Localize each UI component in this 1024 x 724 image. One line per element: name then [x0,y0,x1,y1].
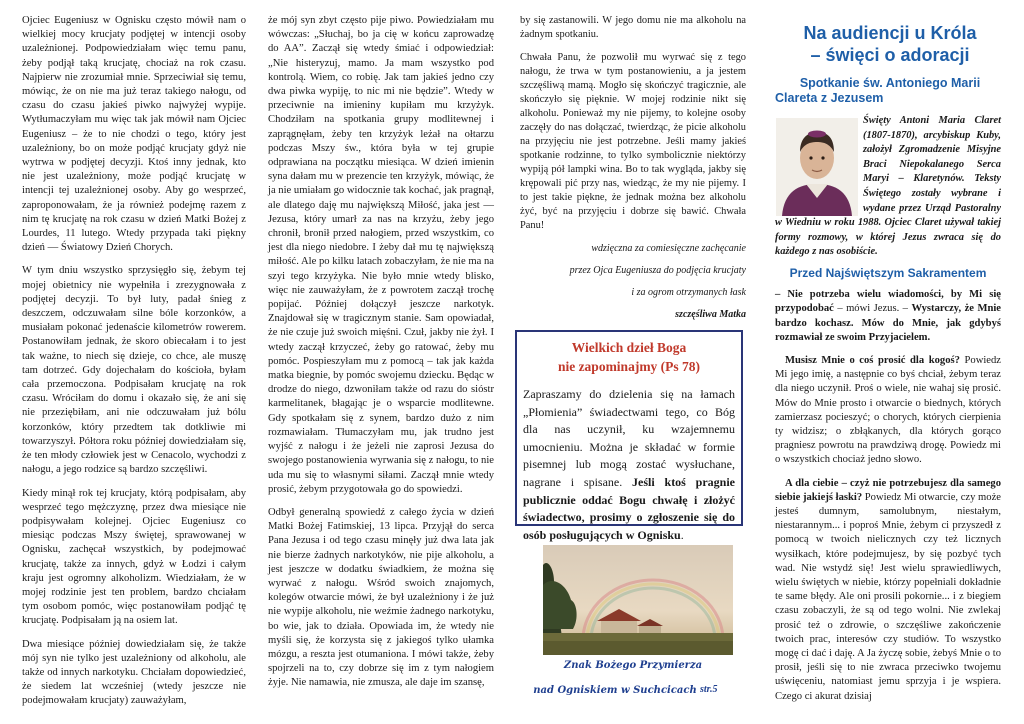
column-4 [775,114,1001,713]
box-body-end: . [680,527,684,542]
column-1 [22,14,246,718]
col4-p2-text: Powiedz Mi jego imię, a następnie co byś chciał, żebym teraz dla niego uczynił. Proś o wiele, nie wahaj się prosić. Mów do Mnie prosto i otwarcie o biednych, których zamierzasz pocieszyć; o chorych, których cierpienia ty widzisz; o zbłąkanych, dla których gorąco pragniesz powrotu na prawdziwą drogę. Powiedz mi o wszystkich chociaż jedno słowo. [775,354,1001,466]
col4-p1-bold: – Nie potrzeba wielu wiadomości, by Mi się przypodobać [775,289,1001,315]
col1-paragraph-4: Dwa miesiące później dowiedziałam się, że także mój syn nie tylko jest uzależniony od alkoholu, ale także od innych narkotyku. Chciałam dopowiedzieć, że siedem lat wcześniej (wtedy jeszcze nie podejmowałam krucjaty) zauważyłam, [22,638,246,707]
col4-p2-bold: Musisz Mnie o coś prosić dla kogoś? [785,354,960,366]
article-title-line-2: – święci o adoracji [810,45,970,65]
signature-line-1: wdzięczna za comiesięczne zachęcanie [591,243,746,254]
saint-biography [775,114,1001,260]
invitation-box [515,330,743,542]
rainbow-photo [543,545,733,655]
column-3 [520,14,746,330]
photo-caption-line-1: Znak Bożego Przymierza [563,660,703,671]
col4-p1-mid: – mówi Jezus. – [833,303,912,315]
box-body [523,386,735,544]
page-number: str.5 [700,684,718,695]
saint-biography-text: Święty Antoni Maria Claret (1807-1870), arcybiskup Kuby, założył Zgromadzenie Misyjne Braci Niepokalanego Serca Maryi – Klaretynów. Teksty Świętego zostały wybrane i wydane przez Urząd Pastoralny w Wiedniu w roku 1988. Ojciec Claret używał takiej formy rozmowy, w której Jezus zwraca się do każdego z nas osobiście. [775,115,1001,258]
col3-paragraph-1: by się zastanowili. W jego domu nie ma alkoholu na żadnym spotkaniu. [520,15,746,40]
column-2 [268,14,494,700]
photo-caption-line-2: nad Ogniskiem w Suchcicach [533,685,697,696]
article-title-line-1: Na audiencji u Króla [803,23,977,43]
col4-paragraph-2 [775,354,1001,468]
article-subtitle-line-1: Spotkanie św. Antoniego Marii [799,76,981,90]
col2-paragraph-2: Odbył generalną spowiedź z całego życia w dzień Matki Bożej Fatimskiej, 13 lipca. Przyjął do serca Pana Jezusa i od tego czasu minęły już dwa lata jak nie bierze żadnych narkotyków, nie pije alkoholu, a jest jeszcze w dodatku świadkiem, że można się wyrwać z nałogu. Wśród swoich znajomych, kolegów otwarcie mówi, że był uzależniony i że już nie wypije alkoholu, nie weźmie żadnego narkotyku, bo wie, jak to działa. Opowiada im, że wtedy nie myśli się, że korzysta się z jakiegoś tylko ułamka mózgu, a reszta jest otumaniona. I mówi także, żeby spojrzeli na to, czy dobrze się im z tym nałogiem żyje. Nie namawia, nie zmusza, ale daje im szansę, [268,506,494,689]
col4-p3-bold: A dla ciebie – czyż nie potrzebujesz dla samego siebie jakiejś łaski? [775,477,1001,503]
article-subtitle [775,76,1005,106]
box-title-line-1: Wielkich dzieł Boga [571,340,687,355]
col3-paragraph-2: Chwała Panu, że pozwolił mu wyrwać się z tego nałogu, że trwa w tym postanowieniu, a ja jestem szczęśliwą mamą. Mogło się skończyć tragicznie, ale skończyło się pięknie. W mojej rodzinie nikt się alkoholu. Ponieważ my nie pijemy, to kolejne osoby zaczęły do nas dołączać, twierdząc, że picie alkoholu na przyjęciu nie jest potrzebne. Jeśli mamy jakieś spotkanie rodzinne, to tylko symbolicznie niektórzy wypiją pół lampki wina. Bo to tak wygląda, jakby się krępowali pić przy nas, wiedząc, że my nie pijemy. I to jest takie piękne, że jednak można bez alkoholu żyć, być na przyjęciu i dobrze się bawić. Chwała Panu! [520,52,746,231]
col4-p3-text: Powiedz Mi otwarcie, czy może jesteś dumnym, samolubnym, niestałym, niestarannym... i poproś Mnie, żebym ci przyszedł z pomocą w twoich nielicznych czy też licznych wysiłkach, które podejmujesz, by się pozbyć tych wad. Nie wstydź się! Jest wielu sprawiedliwych, wielu świętych w niebie, którzy popełniali dokładnie te same błędy. Ale oni prosili pokornie... i z biegiem czasu zobaczyli, że są od tego wolni. Nie zwlekaj prosić też o zdrowie, o szczęśliwe zakończenie twoich prac, interesów czy studiów. To wszystko mogę ci dać i daję. A Ja życzę sobie, żebyś Mnie o to prosił, jeśli się to nie zwraca przeciwko twojemu uświęceniu, natomiast jemu sprzyja i je wspiera. Czego ci akurat dzisiaj [775,491,1001,702]
col1-paragraph-2: W tym dniu wszystko sprzysięgło się, żebym tej mojej obietnicy nie wypełniła i zrezygnowała z podjętej decyzji. To był luty, padał śnieg z deszczem, odczuwałam silne bóle korzonków, a musiałam pokonać jedenaście kilometrów rowerem. Postanowiłam jednak, że skoro obiecałam i to jest tak ważne, to niech się dzieje, co chce, ale muszę tam dotrzeć. Gdy dojechałam do kościoła, byłam cała przemoczona. Podpisałam krucjatę na rok czasu. Wróciłam do domu i okazało się, że ani się nie przeziębiłam, ani nie odczuwałam już bólu korzonków, który przedtem tak dotkliwie mi towarzyszył. Półtora roku później dowiedziałam się, że ten młody człowiek jest w Cenacolo, wychodzi z nałogu, a jego rodzice są bardzo szczęśliwi. [22,265,246,476]
portrait-spacer [775,114,863,212]
col4-p1-bold2: Wystarczy, że Mnie bardzo kochasz. Mów do Mnie, jak gdybyś rozmawiał ze swoim Przyjacielem. [775,303,1001,343]
col4-paragraph-1 [775,288,1001,345]
signature-line-2: przez Ojca Eugeniusza do podjęcia krucjaty [569,265,746,276]
signature [520,242,746,321]
signature-name: szczęśliwa Matka [675,309,746,320]
box-body-bold: Jeśli ktoś pragnie publicznie oddać Bogu chwałę i złożyć świadectwo, prosimy o zgłoszenie się do osób posługujących w Ognisku [523,474,735,542]
rainbow-landscape-image [543,545,733,655]
col1-paragraph-1: Ojciec Eugeniusz w Ognisku często mówił nam o wielkiej mocy krucjaty podjętej w intencji osoby uzależnionej. Podpowiedziałam więc temu panu, żeby podjął taką krucjatę, chociaż na rok czasu. Najpierw nie zrozumiał mnie. Sprzeciwiał się temu, mówiąc, że on nie ma już teraz takiego nałogu, od czasu do czasu jakieś piwko najwyżej wypije. Wytłumaczyłam mu więc tak jak mówił nam Ojciec Eugeniusz – że to nie chodzi o tego, który jest uzależniony, bo on może podjąć krucjaty gdyż nie wytrwa w podjętej decyzji. Ktoś inny jednak, kto nie jest uzależniony, może podjąć krucjatę w intencji tej uzależnionej osoby. Aby go wesprzeć, zaproponowałam, że ja również podejmę razem z nim tę krucjatę na rok czasu w dzień Matki Bożej z Lourdes, 11 lutego. Wtedy przypada taki piękny dzień — Światowy Dzień Chorych. [22,15,246,254]
section-heading: Przed Najświętszym Sakramentem [789,265,987,280]
article-subtitle-line-2: Clareta z Jezusem [775,91,884,105]
col2-paragraph-1: że mój syn zbyt często pije piwo. Powiedziałam mu wówczas: „Słuchaj, bo ja cię w końcu zaprowadzę do AA”. Zaczął się wtedy śmiać i odpowiedział: „Nie histeryzuj, mamo. Ja mam wszystko pod kontrolą. Wiem, co robię. Jak tam jakieś jedno czy dwa piwka wypiję, to nic mi nie będzie”. Wtedy w przeciwnie na imieniny kupiłam mu krzyżyk. Chodziłam na spotkania grupy modlitewnej i zaprągnęłam, żeby ten krzyżyk leżał na ołtarzu podczas Mszy św., która była w tej grupie odprawiana na początku miesiąca. W dzień imienin syna dałam mu w prezencie ten krzyżyk, mówiąc, że ja nie umiałam go widocznie tak kochać, jak pragnął, ale dlatego daję mu największą Miłość, jaka jest — Jezusa, który umarł za nas na krzyżu, żeby jego chronił, bronił przed nałogiem, przed wszystkim, co jest dla niego niedobre. I żeby dał mu tę największą miłość. Ale po kilku latach zobaczyłam, że nie ma na szyi tego krzyżyka. Nie było mnie wtedy blisko, więc nie zauważyłam, że z powrotem zaczął trochę popijać. Później dołączył jeszcze narkotyk. Znajdował się w tragicznym stanie. Sam opowiadał, że nie czuje już swoich mięśni. Czuł, jakby nie żył. I wtedy zaczął krzyczeć, żeby go ratować, żeby mu pomóc. Pospieszyłam mu z pomocą – tak jak każda matka biegnie, by pomóc swojemu dziecku. Będąc w drodze do niego, dzwoniłam także od razu do sióstr karmelitanek, błagając je o wsparcie modlitewne. Gdy spotkałam się z synem, bardzo dużo z nim rozmawiałam. Tłumaczyłam mu, jak trudno jest wyjść z nałogu i że jeżeli nie zaprosi Jezusa do swojego postanowienia wyrwania się z nałogu, to nie uda mu się to własnymi siłami. Zaczął mnie wtedy prosić, żebym przygotowała go do spowiedzi. [268,15,494,495]
signature-line-3: i za ogrom otrzymanych łask [631,287,746,298]
col4-paragraph-3 [775,477,1001,704]
box-title-line-2: nie zapominajmy (Ps 78) [557,359,701,374]
col1-paragraph-3: Kiedy minął rok tej krucjaty, którą podpisałam, aby wesprzeć tego mężczyznę, przez dwa miesiące nie podpisywałam kolejnej. Ojciec Eugeniusz co miesiąc podczas Mszy świętej, sprawowanej w Ognisku, zachęcał wszystkich, by podejmować krucjatę, także za innych, gdyż w Łodzi i całym kraju jest ogromny alkoholizm. Wiedziałam, że w mojej rodzinie jest ten problem, bardzo chciałam tym osobom pomóc, więc postanowiłam podjąć tę krucjatę. Podpisałam ją na osiem lat. [22,487,246,627]
article-title [775,22,1005,66]
box-body-plain: Zapraszamy do dzielenia się na łamach „Płomienia” świadectwami tego, co Bóg dla nas uczynił, ku wzajemnemu umocnieniu. Można je składać w formie pisemnej lub mogą zostać wysłuchane, nagrane i spisane. [523,387,735,489]
